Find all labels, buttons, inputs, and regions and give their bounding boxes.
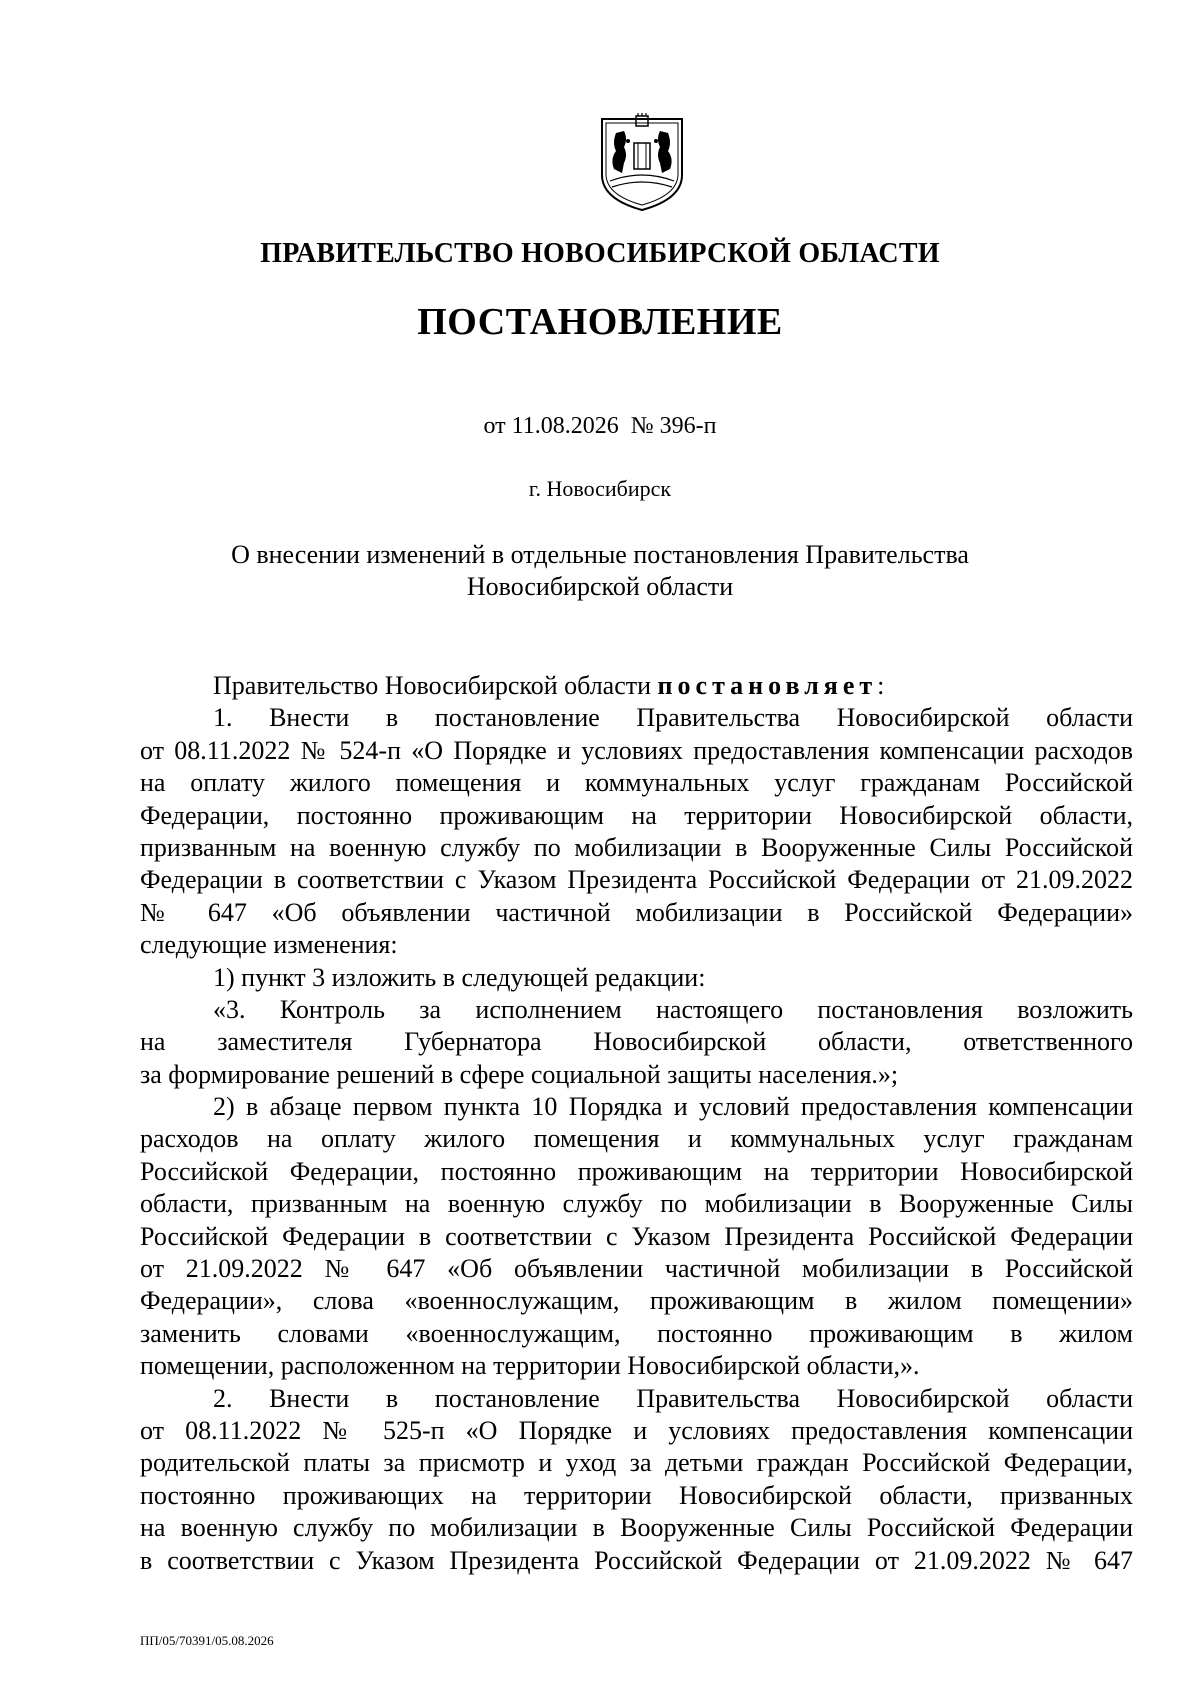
- document-body: [140, 670, 1133, 1577]
- body-lines: [140, 702, 1133, 1577]
- body-line: Российской Федерации в соответствии с Указом Президента Российской Федерации: [140, 1221, 1133, 1251]
- body-line: «3. Контроль за исполнением настоящего постановления возложить: [213, 994, 1133, 1024]
- body-line: родительской платы за присмотр и уход за детьми граждан Российской Федерации,: [140, 1448, 1133, 1478]
- preamble-colon: :: [877, 671, 885, 700]
- body-line: помещении, расположенном на территории Новосибирской области,».: [140, 1351, 920, 1381]
- body-line: области, призванным на военную службу по мобилизации в Вооруженные Силы: [140, 1189, 1133, 1219]
- coat-of-arms-emblem: [598, 113, 686, 213]
- preamble-verb: постановляет: [657, 671, 878, 700]
- body-line: призванным на военную службу по мобилизации в Вооруженные Силы Российской: [140, 832, 1133, 862]
- preamble-line: [140, 670, 1133, 702]
- body-line: 2. Внести в постановление Правительства Новосибирской области: [213, 1383, 1133, 1413]
- body-line: на оплату жилого помещения и коммунальных услуг гражданам Российской: [140, 768, 1133, 798]
- document-type-title: ПОСТАНОВЛЕНИЕ: [417, 301, 783, 343]
- body-line: на заместителя Губернатора Новосибирской области, ответственного: [140, 1027, 1133, 1057]
- body-line: Федерации», слова «военнослужащим, проживающим в жилом помещении»: [140, 1286, 1133, 1316]
- body-line: Российской Федерации, постоянно проживающим на территории Новосибирской: [140, 1156, 1133, 1186]
- body-line: от 08.11.2022 № 525-п «О Порядке и условиях предоставления компенсации: [140, 1415, 1133, 1445]
- document-date: от 11.08.2026: [483, 413, 619, 439]
- body-line: следующие изменения:: [140, 930, 398, 960]
- body-line: расходов на оплату жилого помещения и коммунальных услуг гражданам: [140, 1124, 1133, 1154]
- body-line: на военную службу по мобилизации в Вооруженные Силы Российской Федерации: [140, 1513, 1133, 1543]
- body-line: за формирование решений в сфере социальной защиты населения.»;: [140, 1059, 899, 1089]
- body-line: Федерации, постоянно проживающим на территории Новосибирской области,: [140, 800, 1133, 830]
- document-number: № 396-п: [630, 413, 717, 439]
- body-line: 1) пункт 3 изложить в следующей редакции:: [213, 962, 706, 992]
- city-line: г. Новосибирск: [528, 476, 672, 501]
- body-line: № 647 «Об объявлении частичной мобилизации в Российской Федерации»: [140, 897, 1133, 927]
- document-subject: [0, 539, 1200, 603]
- body-line: от 08.11.2022 № 524-п «О Порядке и условиях предоставления компенсации расходов: [140, 735, 1133, 765]
- organization-title: ПРАВИТЕЛЬСТВО НОВОСИБИРСКОЙ ОБЛАСТИ: [260, 238, 940, 269]
- body-line: заменить словами «военнослужащим, постоянно проживающим в жилом: [140, 1318, 1133, 1348]
- body-line: в соответствии с Указом Президента Российской Федерации от 21.09.2022 № 647: [140, 1545, 1133, 1575]
- footer-document-code: ПП/05/70391/05.08.2026: [140, 1633, 274, 1648]
- subject-line: О внесении изменений в отдельные постановления Правительства: [231, 540, 969, 569]
- body-line: от 21.09.2022 № 647 «Об объявлении частичной мобилизации в Российской: [140, 1254, 1133, 1284]
- preamble-lead: Правительство Новосибирской области: [213, 671, 658, 700]
- body-line: 2) в абзаце первом пункта 10 Порядка и условий предоставления компенсации: [213, 1092, 1133, 1122]
- body-line: постоянно проживающих на территории Новосибирской области, призванных: [140, 1480, 1133, 1510]
- body-line: Федерации в соответствии с Указом Президента Российской Федерации от 21.09.2022: [140, 865, 1133, 895]
- date-and-number: [0, 413, 1200, 440]
- subject-line: Новосибирской области: [466, 572, 734, 601]
- body-line: 1. Внести в постановление Правительства Новосибирской области: [213, 703, 1133, 733]
